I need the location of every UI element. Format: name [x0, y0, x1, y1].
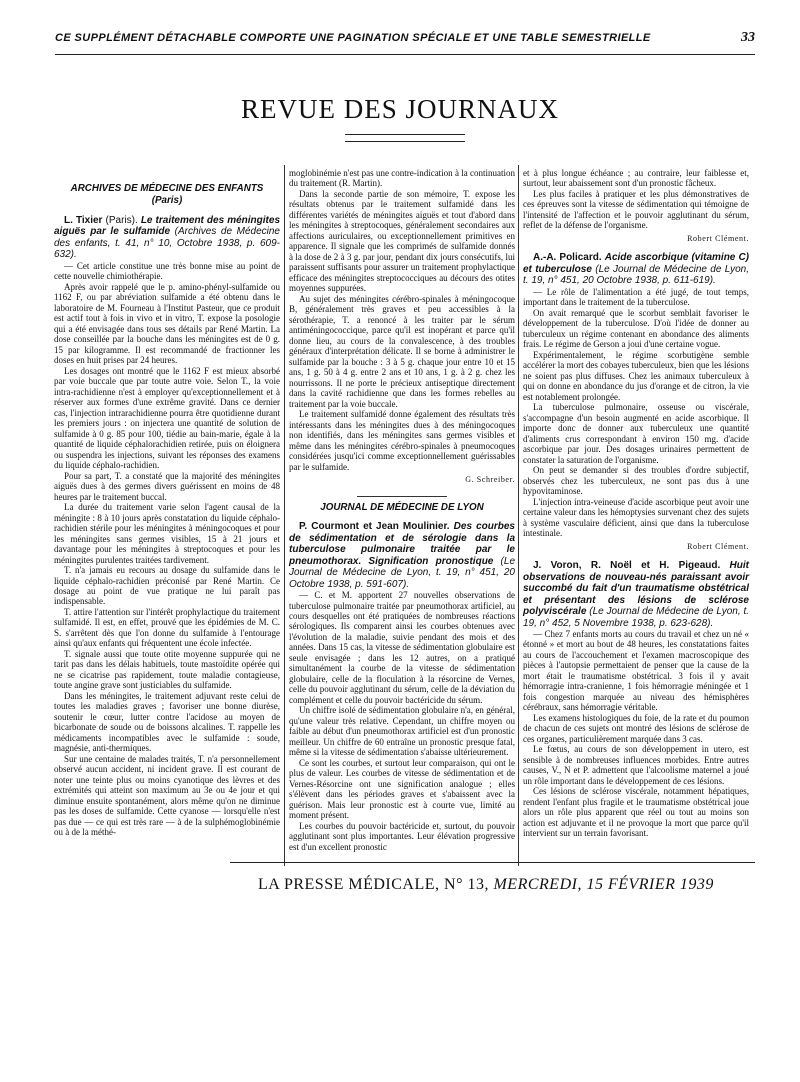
signature: G. Schreiber.	[465, 475, 515, 485]
paragraph: — Chez 7 enfants morts au cours du travail et chez un né « étonné » et mort au bout de 48 heures, les constatations faites au cours de l'accouchement et l'examen macroscopique des pièces à l'autopsie permettaient de penser que la cause de la mort était le traumatisme obstétrical. 3 fois il y avait hémorragie intra-cranienne, 1 fois hémorragie méningée et 1 fois congestion marquée au niveau des hémisphères cérébraux, sans hémorragie véritable.	[523, 629, 749, 713]
running-header: CE SUPPLÉMENT DÉTACHABLE COMPORTE UNE PAGINATION SPÉCIALE ET UNE TABLE SEMESTRIELLE	[55, 32, 651, 44]
article-title: Le traitement des méningites aiguës par le sulfamide	[54, 214, 281, 238]
paragraph: Le fœtus, au cours de son développement in utero, est sensible à de nombreuses influences morbides. Entre autres causes, V., N et P. admettent que l'alcoolisme maternel a joué un rôle important dans le développement de ces lésions.	[523, 744, 749, 786]
signature: Robert Clément.	[687, 541, 749, 551]
paragraph: T. signale aussi que toute otite moyenne suppurée qui ne tarit pas dans les délais habituels, toute mastoïdite opérée qui ne se cicatrise pas rapidement, toute maladie contagieuse, toute angine grave sont justiciables du sulfamide.	[54, 648, 280, 691]
article-place: (Paris).	[105, 214, 138, 226]
paragraph: On avait remarqué que le scorbut semblait favoriser le développement de la tuberculose. D'où l'idée de donner au tuberculeux un régime contenant en abondance des aliments frais. Le régime de Gerson a joui d'une certaine vogue.	[523, 307, 749, 350]
paragraph: Sur une centaine de malades traités, T. n'a personnellement observé aucun accident, ni incident grave. Il est courant de noter une teinte plus ou moins cyanotique des lèvres et des extrémités qui atteint son maximum au 3e ou 4e jour et qui diminue ensuite spontanément, alors même qu'on ne diminue pas les doses de sulfamide. Cette cyanose — lorsqu'elle n'est pas due — ce qui est très rare — à de la sulphémoglobinémie ou à de la méthé-	[54, 753, 280, 838]
journal-name: LA PRESSE MÉDICALE,	[258, 876, 440, 893]
column-1	[54, 168, 280, 838]
column-2	[289, 168, 515, 852]
article-byline	[289, 521, 515, 590]
page-footer	[258, 876, 714, 894]
paragraph: Pour sa part, T. a constaté que la majorité des méningites aiguës dues à des germes divers guérissent en moins de 48 heures par le traitement buccal.	[54, 470, 280, 502]
article-byline	[523, 560, 749, 629]
paragraph: Expérimentalement, le régime scorbutigène semble accélérer la mort des cobayes tuberculeux, bien que les lésions ne soient pas plus diffuses. Chez les animaux tuberculeux à qui on donne en abondance du jus d'orange et de citron, la vie est notablement prolongée.	[523, 349, 749, 402]
section-heading: JOURNAL DE MÉDECINE DE LYON	[320, 501, 484, 513]
paragraph: Au sujet des méningites cérébro-spinales à méningocoque B, généralement très graves et peu accessibles à la sérothérapie, T. a renoncé à les traiter par le sérum antiméningococcique, parce qu'il est inopérant et parce qu'il donne lieu, au cours de la convalescence, à des troubles généraux d'interprétation délicate. Il se borne à administrer le sulfamide par la bouche : 3 à 5 g. chaque jour entre 10 et 15 ans, 1 g. 50 à 4 g. entre 2 ans et 10 ans, 1 g. à 2 g. chez les nourrissons. Il ne porte le précieux antiseptique directement dans la cavité rachidienne que dans les formes rebelles au traitement par la voie buccale.	[289, 293, 515, 409]
paragraph: Le traitement sulfamidé donne également des résultats très intéressants dans les méningites dues à des méningocoques non identifiés, dans les méningites sans germes visibles et même dans les méningites cérébro-spinales à pneumocoques considérées jusqu'ici comme exceptionnellement guérissables par le sulfamide.	[289, 409, 515, 472]
paragraph: Ce sont les courbes, et surtout leur comparaison, qui ont le plus de valeur. Les courbes de vitesse de sédimentation et de Vernes-Résorcine ont une signification analogue ; elles s'élèvent dans les périodes graves et s'abaissent avec la guérison. Mais leur pronostic est à courte vue, limité au moment présent.	[289, 757, 515, 821]
paragraph: La durée du traitement varie selon l'agent causal de la méningite : 8 à 10 jours après constatation du liquide céphalo-rachidien stérile pour les méningites à méningocoques et pour les méningites sans germes visibles, 15 à 21 jours et davantage pour les méningites à streptocoques et pour les méningites purulentes traitées tardivement.	[54, 502, 280, 565]
paragraph: Un chiffre isolé de sédimentation globulaire n'a, en général, qu'une valeur très relative. Cependant, un chiffre moyen ou faible au début d'un pneumothorax artificiel est d'un pronostic meilleur. Un chiffre de 60 entraîne un pronostic presque fatal, même si la vitesse de sédimentation s'abaisse ultérieurement.	[289, 705, 515, 758]
paragraph: Dans les méningites, le traitement adjuvant reste celui de toutes les maladies graves ; favoriser une bonne diurèse, soutenir le cœur, lutter contre l'acidose au moyen de bicarbonate de soude ou de boissons alcalines. T. rappelle les médicaments incompatibles avec le sulfamide : soude, magnésie, anti-thermiques.	[54, 690, 280, 754]
article-author: L. Tixier	[64, 214, 103, 226]
article-byline	[54, 215, 280, 261]
title-ornament	[345, 134, 465, 142]
column-3	[523, 168, 749, 839]
paragraph: Les examens histologiques du foie, de la rate et du poumon de chacun de ces sujets ont montré des lésions de sclérose de ces organes, particulièrement marquée dans 3 cas.	[523, 712, 749, 744]
footer-rule	[230, 862, 755, 863]
issue-date: MERCREDI, 15 FÉVRIER 1939	[493, 876, 714, 893]
paragraph: Les dosages ont montré que le 1162 F est mieux absorbé par voie buccale que par toute autre voie. Selon T., la voie intra-rachidienne n'est à employer qu'exceptionnellement et à réserver aux formes d'une extrême gravité. Dans ce dernier cas, l'injection intrarachidienne pourra être quotidienne durant les premiers jours : on injectera une quantité de solution de sulfamide à 0 g. 85 pour 100, tiédie au bain-marie, égale à la quantité de liquide céphalorachidien retirée, puis on éloignera ou suspendra les injections, suivant les réponses des examens du liquide céphalo-rachidien.	[54, 365, 280, 471]
article-author: J. Voron, R. Noël et H. Pigeaud.	[533, 560, 721, 571]
paragraph: — Cet article constitue une très bonne mise au point de cette nouvelle chimiothérapie.	[54, 260, 280, 282]
paragraph: — C. et M. apportent 27 nouvelles observations de tuberculose pulmonaire traitée par pneumothorax artificiel, au cours desquelles ont été pratiquées de nombreuses réactions sérologiques. Ils comparent ainsi les courbes obtenues avec l'évolution de la maladie, suivie pendant des mois et des années. Dans 15 cas, la vitesse de sédimentation globulaire est seule envisagée ; dans les 12 autres, on a pratiqué simultanément la courbe de la vitesse de sédimentation globulaire, celle de la floculation à la résorcine de Vernes, celle du pouvoir agglutinant du sérum, celle de la déviation du complément et celle du pouvoir bactéricide du sérum.	[289, 590, 515, 705]
page-number: 33	[741, 30, 755, 45]
article-reference: (Le Journal de Médecine de Lyon, t. 19, n° 452, 5 Novembre 1938, p. 623-628).	[523, 606, 750, 629]
section-rule	[357, 496, 447, 497]
header-rule	[55, 54, 755, 55]
article-title: Acide ascorbique (vitamine C) et tuberculose	[523, 252, 749, 275]
section-subheading: (Paris)	[151, 195, 183, 207]
article-byline	[523, 252, 749, 287]
paragraph: T. attire l'attention sur l'intérêt prophylactique du traitement sulfamidé. Il est, en effet, prouvé que les épidémies de M. C. S. s'arrêtent dès que l'on donne du sulfamide à l'entourage ainsi qu'aux enfants qui fréquentent une école infectée.	[54, 606, 280, 649]
paragraph: Après avoir rappelé que le p. amino-phényl-sulfamide ou 1162 F, ou par abréviation sulfamide a été obtenu dans le laboratoire de M. Fourneau à l'Institut Pasteur, que ce produit est actif tout à fois in vivo et in vitro, T. expose la posologie qui a été envisagée dans tous ses détails par René Martin. La dose conseillée par la bouche dans les méningites est de 0 g. 15 par kilogramme. Il est recommandé de fractionner les doses en huit prises par 24 heures.	[54, 281, 280, 366]
paragraph: L'injection intra-veineuse d'acide ascorbique peut avoir une certaine valeur dans les hémoptysies survenant chez des sujets à système vasculaire déficient, ainsi que dans la tuberculose intestinale.	[523, 496, 749, 539]
paragraph: et à plus longue échéance ; au contraire, leur faiblesse et, surtout, leur abaissement sont d'un pronostic fâcheux.	[523, 168, 749, 189]
section-heading: ARCHIVES DE MÉDECINE DES ENFANTS	[70, 183, 264, 194]
paragraph: Les courbes du pouvoir bactéricide et, surtout, du pouvoir agglutinant sont plus importantes. Leur élévation progressive est d'un excellent pronostic	[289, 820, 515, 852]
paragraph: On peut se demander si des troubles d'ordre subjectif, observés chez les tuberculeux, ne sont pas dus à une hypovitaminose.	[523, 465, 749, 497]
issue-number: N° 13,	[444, 876, 489, 893]
article-author: P. Courmont et Jean Moulinier.	[299, 521, 450, 533]
signature: Robert Clément.	[687, 233, 749, 243]
column-divider	[284, 165, 285, 866]
column-divider	[518, 165, 519, 866]
paragraph: Ces lésions de sclérose viscérale, notamment hépatiques, rendent l'enfant plus fragile et le traumatisme obstétrical joue alors un rôle plus apparent que réel ou tout au moins son action est adjuvante et il ne provoque la mort que parce qu'il intervient sur un terrain favorisant.	[523, 786, 749, 839]
paragraph: moglobinémie n'est pas une contre-indication à la continuation du traitement (R. Martin).	[289, 168, 515, 189]
paragraph: La tuberculose pulmonaire, osseuse ou viscérale, s'accompagne d'un besoin augmenté en acide ascorbique. Il importe donc de donner aux tuberculeux une quantité d'aliments crus correspondant à environ 150 mg. d'acide ascorbique par jour. Des dosages urinaires permettent de constater la saturation de l'organisme.	[523, 402, 749, 465]
paragraph: T. n'a jamais eu recours au dosage du sulfamide dans le liquide céphalo-rachidien préconisé par René Martin. Ce dosage au point de vue pratique ne lui paraît pas indispensable.	[54, 565, 280, 607]
article-title: Des courbes de sédimentation et de sérologie dans la tuberculose pulmonaire traitée par le pneumothorax. Signification pronostique	[289, 521, 515, 567]
paragraph: Les plus faciles à pratiquer et les plus démonstratives de ces épreuves sont la vitesse de sédimentation qui témoigne de l'intensité de l'affection et le pouvoir agglutinant du sérum, reflet de la défense de l'organisme.	[523, 188, 749, 231]
article-reference: (Le Journal de Médecine de Lyon, t. 19, n° 451, 20 Octobre 1938, p. 611-619).	[523, 263, 749, 287]
article-reference: (Le Journal de Médecine de Lyon, t. 19, n° 451, 20 Octobre 1938, p. 591-607).	[289, 555, 515, 590]
article-author: A.-A. Policard.	[533, 252, 602, 264]
article-title: Huit observations de nouveau-nés paraissant avoir succombé du fait d'un traumatisme obstétrical et présentant des lésions de sclérose polyviscérale	[523, 560, 749, 617]
article-reference: (Archives de Médecine des enfants, t. 41, n° 10, Octobre 1938, p. 609-632).	[54, 226, 280, 261]
paragraph: — Le rôle de l'alimentation a été jugé, de tout temps, important dans le traitement de la tuberculose.	[523, 286, 749, 308]
page-title: REVUE DES JOURNAUX	[240, 94, 559, 124]
paragraph: Dans la seconde partie de son mémoire, T. expose les résultats obtenus par le traitement sulfamidé dans les différentes variétés de méningites aiguës et tout d'abord dans les méningites à streptocoques, généralement secondaires aux affections auriculaires, ou exceptionnellement primitives en apparence. Il signale que les comprimés de sulfamide donnés à la dose de 2 à 3 g. par jour, pendant dix jours consécutifs, lui paraissent suffisants pour assurer un traitement prophylactique efficace des méningites streptococciques au décours des otites moyennes suppurées.	[289, 188, 515, 294]
